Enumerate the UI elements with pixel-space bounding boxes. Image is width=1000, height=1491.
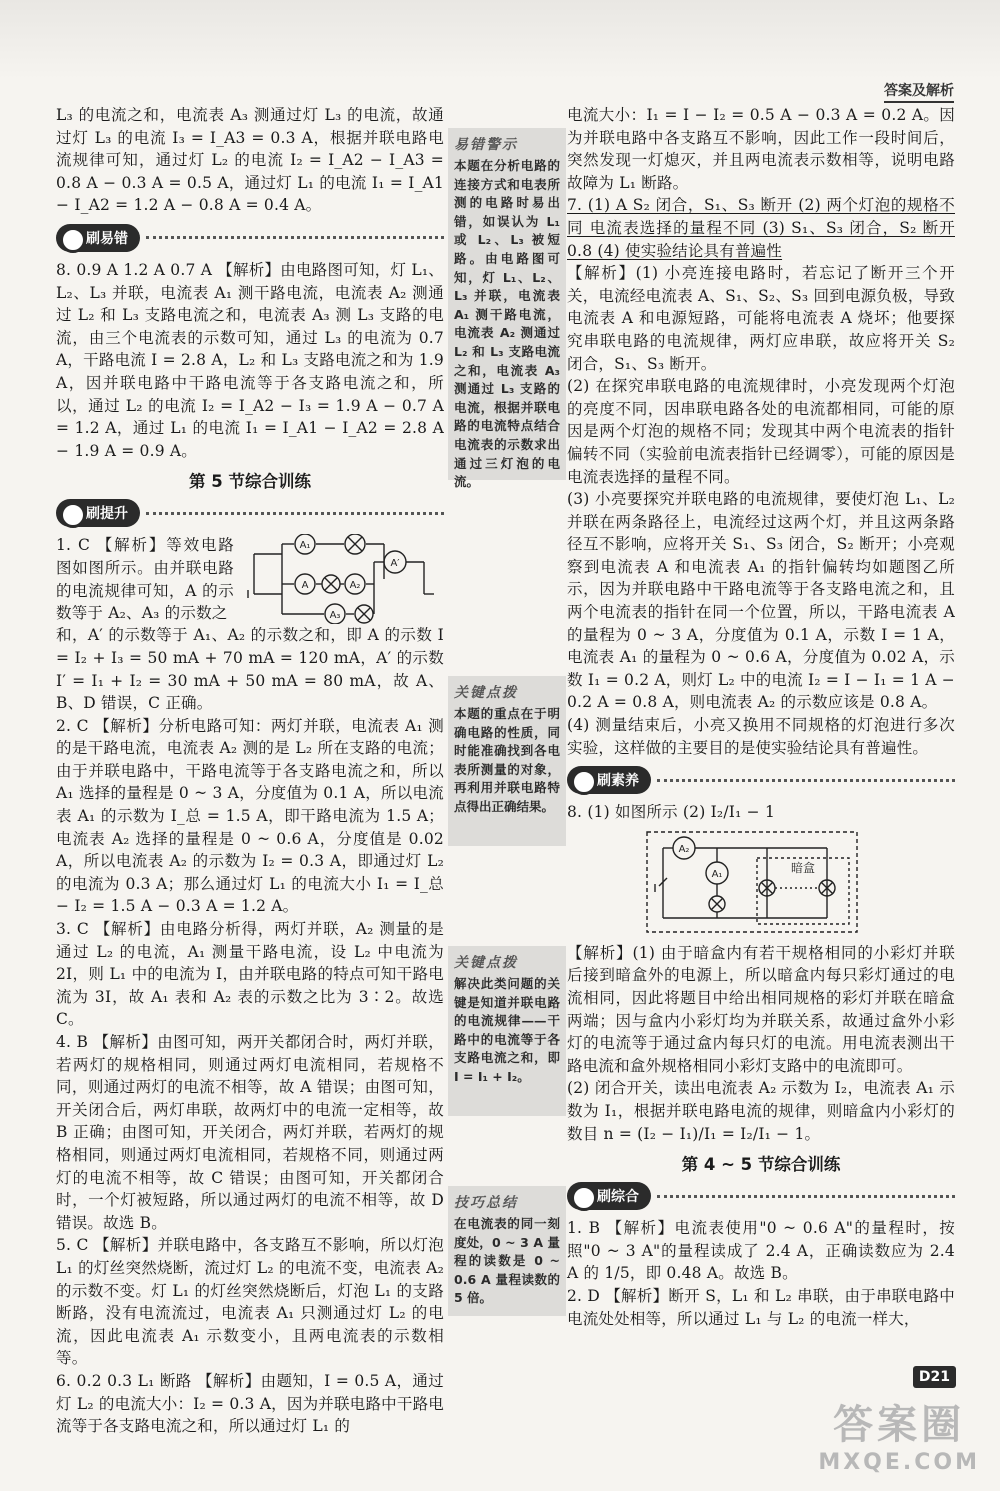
tip-box-jiqiao (448, 1186, 566, 1316)
question-8-part-1: 【解析】(1) 由于暗盒内有若干规格相同的小彩灯并联后接到暗盒外的电源上，所以暗盒内每只彩灯通过的电流相同，因此将题目中给出相同规格的彩灯并联在暗盒两端；因与盒内小彩灯均为并联关系，故通过盒外小彩灯的电流等于通过盒内每只灯的电流。用电流表测出干路电流和盒外规格相同小彩灯支路中的电流即可。 (567, 943, 955, 1075)
question-1-block (56, 534, 444, 624)
question-6: 6. 0.2 0.3 L₁ 断路 【解析】由题知，I = 0.5 A，通过灯 L₂ 的电流大小：I₂ = 0.3 A，因为并联电路中干路电流等于各支路电流之和，所以通过灯 L₁ 的 (56, 1371, 444, 1436)
page-header: 答案及解析 (884, 80, 954, 103)
banner-label: 刷素养 (567, 766, 651, 794)
ammeter-label: A₁ (711, 868, 723, 880)
watermark-url: MXQE.COM (818, 1450, 980, 1475)
section-title-4-5: 第 4 ~ 5 节综合训练 (681, 1155, 841, 1175)
left-column (56, 104, 444, 1438)
question-8-answer: 8. (1) 如图所示 (2) I₂/I₁ − 1 (567, 803, 776, 822)
ammeter-label: A (301, 580, 309, 592)
banner-suyang (567, 765, 955, 795)
ammeter-label: A′ (390, 558, 400, 570)
banner-zonghe (567, 1181, 955, 1211)
tip-text: 解决此类问题的关键是知道并联电路的电流规律——干路中的电流等于各支路电流之和，即 I = I₁ + I₂。 (454, 976, 560, 1084)
tip-box-guanjian-1 (448, 676, 566, 846)
circuit-diagram-2 (567, 828, 955, 938)
right-column (567, 104, 955, 1330)
intro-paragraph: L₃ 的电流之和，电流表 A₃ 测通过灯 L₃ 的电流，故通过灯 L₃ 的电流 I₃ = I_A3 = 0.3 A，根据并联电路电流规律可知，通过灯 L₂ 的电流 I₂ = I_A2 − I_A3 = 0.8 A − 0.3 A = 0.5 A，通过灯 L₁ 的电流 I₁ = I_A1 − I_A2 = 1.2 A − 0.8 A = 0.4 A。 (56, 106, 444, 215)
question-8-part-2: (2) 闭合开关，读出电流表 A₂ 示数为 I₂，电流表 A₁ 示数为 I₁，根据并联电路电流的规律，则暗盒内小彩灯的数目 n = (I₂ − I₁)/I₁ = I₂/I₁ − 1。 (567, 1079, 955, 1143)
dotted-divider (657, 1195, 955, 1198)
question-8-left: 8. 0.9 A 1.2 A 0.7 A 【解析】由电路图可知，灯 L₁、L₂、L₃ 并联，电流表 A₁ 测干路电流，电流表 A₂ 测通过 L₂ 和 L₃ 支路电流之和，电流表 A₃ 测 L₃ 支路的电流，由三个电流表的示数可知，通过 L₃ 的电流为 0.7 A，干路电流 I = 2.8 A，L₂ 和 L₃ 支路电流之和为 1.9 A，因并联电路中干路电流等于各支路电流之和，所以，通过 L₂ 的电流 I₂ = I_A2 − I₃ = 1.9 A − 0.7 A = 1.2 A，通过 L₁ 的电流 I₁ = I_A1 − I_A2 = 2.8 A − 1.9 A = 0.9 A。 (56, 260, 444, 460)
question-2-right: 2. D 【解析】断开 S，L₁ 和 L₂ 串联，由于串联电路中电流处处相等，所以通过 L₁ 与 L₂ 的电流一样大， (567, 1286, 955, 1328)
tip-text: 本题在分析电路的连接方式和电表所测的电路时易出错，如误认为 L₁ 或 L₂、L₃ 被短路。由电路图可知，灯 L₁、L₂、L₃ 并联，电流表 A₁ 测干路电流，电流表 A₂ 测通过 L₂ 和 L₃ 支路电流之和，电流表 A₃ 测通过 L₃ 支路的电流，根据并联电路的电流特点结合电流表的示数求出通过三灯泡的电流。 (454, 158, 560, 490)
question-1-right: 1. B 【解析】电流表使用"0 ~ 0.6 A"的量程时，按照"0 ~ 3 A"的量程读成了 2.4 A，正确读数应为 2.4 A 的 1/5，即 0.48 A。故选 B。 (567, 1219, 955, 1283)
question-6-continued: 电流大小：I₁ = I − I₂ = 0.5 A − 0.3 A = 0.2 A。因为并联电路中各支路互不影响，因此工作一段时间后，突然发现一灯熄灭，并且两电流表示数相等，说明电路故障为 L₁ 断路。 (567, 106, 955, 192)
dotted-divider (657, 779, 955, 782)
ammeter-label: A₁ (299, 540, 311, 552)
circuit-diagram-1 (244, 534, 444, 624)
question-3: 3. C 【解析】由电路分析得，两灯并联，A₂ 测量的是通过 L₂ 的电流，A₁ 测量干路电流，设 L₂ 中电流为 2I，则 L₁ 中的电流为 I，由并联电路的特点可知干路电流为 3I，故 A₁ 表和 A₂ 表的示数之比为 3∶2。故选 C。 (56, 920, 444, 1029)
dotted-divider (146, 512, 444, 515)
dotted-divider (146, 236, 444, 239)
dark-box-label: 暗盒 (790, 860, 816, 875)
question-2: 2. C 【解析】分析电路可知：两灯并联，电流表 A₁ 测的是干路电流，电流表 A₂ 测的是 L₂ 所在支路的电流；由于并联电路中，干路电流等于各支路电流之和，所以 A₁ 选择的量程是 0 ~ 3 A，分度值为 0.1 A，所以电流表 A₁ 的示数为 I_总 = 1.5 A，即干路电流为 1.5 A；电流表 A₂ 选择的量程是 0 ~ 0.6 A，分度值是 0.02 A，所以电流表 A₂ 的示数为 I₂ = 0.3 A，即通过灯 L₂ 的电流为 0.3 A；那么通过灯 L₁ 的电流大小 I₁ = I_总 − I₂ = 1.5 A − 0.3 A = 1.2 A。 (56, 716, 444, 916)
watermark-text: 答案圈 (833, 1402, 966, 1448)
question-7-part-2: (2) 在探究串联电路的电流规律时，小亮发现两个灯泡的亮度不同，因串联电路各处的电流都相同，可能的原因是两个灯泡的规格不同；发现其中两个电流表的指针偏转不同（实验前电流表指针已经调零），可能的原因是电流表选择的量程不同。 (567, 377, 955, 486)
question-7-answer: 7. (1) A S₂ 闭合，S₁、S₃ 断开 (2) 两个灯泡的规格不同 电流表选择的量程不同 (3) S₁、S₃ 闭合，S₂ 断开 0.8 (4) 使实验结论具有普遍性 (567, 196, 955, 260)
tip-box-yicuo (448, 128, 566, 490)
tip-heading: 技巧总结 (454, 1195, 518, 1211)
ammeter-label: A₂ (349, 580, 361, 592)
sidebar-column (448, 128, 566, 1316)
banner-tisheng (56, 498, 444, 528)
top-strip (0, 0, 1000, 80)
page-number: D21 (913, 1366, 956, 1388)
ammeter-label: A₃ (329, 610, 341, 622)
banner-label: 刷易错 (56, 224, 140, 252)
banner-label: 刷综合 (567, 1182, 651, 1210)
banner-yicuo (56, 223, 444, 253)
question-7-part-1: 【解析】(1) 小亮连接电路时，若忘记了断开三个开关，电流经电流表 A、S₁、S₂、S₃ 回到电源负极，导致电流表 A 和电源短路，可能将电流表 A 烧坏；他要探究串联电路的电流规律，两灯应串联，故应将开关 S₂ 闭合，S₁、S₃ 断开。 (567, 264, 955, 373)
section-title-5: 第 5 节综合训练 (189, 472, 311, 492)
tip-text: 本题的重点在于明确电路的性质，同时能准确找到各电表所测量的对象，再利用并联电路特点得出正确结果。 (454, 706, 560, 814)
tip-heading: 关键点拨 (454, 685, 518, 701)
question-5: 5. C 【解析】并联电路中，各支路互不影响，所以灯泡 L₁ 的灯丝突然烧断，流过灯 L₂ 的电流不变，电流表 A₂ 的示数不变。灯 L₁ 的灯丝突然烧断后，灯泡 L₁ 的支路断路，没有电流流过，电流表 A₁ 只测通过灯 L₂ 的电流，因此电流表 A₁ 示数变小，且两电流表的示数相等。 (56, 1236, 444, 1368)
tip-heading: 易错警示 (454, 137, 518, 153)
question-7-part-3: (3) 小亮要探究并联电路的电流规律，要使灯泡 L₁、L₂ 并联在两条路径上，电流经过这两个灯，并且这两条路径互不影响，应将开关 S₁、S₃ 闭合，S₂ 断开；小亮观察到电流表 A 和电流表 A₁ 的指针偏转均如题图乙所示，因为并联电路中干路电流等于各支路电流之和，且两个电流表的指针在同一个位置，所以，干路电流表 A 的量程为 0 ~ 3 A，分度值为 0.1 A，示数 I = 1 A，电流表 A₁ 的量程为 0 ~ 0.6 A，分度值为 0.02 A，示数 I₁ = 0.2 A，则灯 L₂ 中的电流 I₂ = I − I₁ = 1 A − 0.2 A = 0.8 A，则电流表 A₂ 的示数应该是 0.8 A。 (567, 490, 955, 712)
question-7-part-4: (4) 测量结束后，小亮又换用不同规格的灯泡进行多次实验，这样做的主要目的是使实验结论具有普遍性。 (567, 716, 955, 757)
question-4: 4. B 【解析】由图可知，两开关都闭合时，两灯并联，若两灯的规格相同，则通过两灯电流相同，若规格不同，则通过两灯的电流不相等，故 A 错误；由图可知，开关闭合后，两灯串联，故两灯中的电流一定相等，故 B 正确；由图可知，开关闭合，两灯并联，若两灯的规格相同，则通过两灯电流相同，若规格不同，则通过两灯的电流不相等，故 C 错误；由图可知，开关都闭合时，一个灯被短路，所以通过两灯的电流不相等，故 D 错误。故选 B。 (56, 1033, 444, 1232)
question-1-intro: 1. C 【解析】等效电路图如图所示。由并联电路的电流规律可知，A 的示数等于 A₂、A₃ 的示数之 (56, 536, 234, 623)
watermark-logo (818, 1393, 980, 1475)
banner-label: 刷提升 (56, 499, 140, 527)
tip-heading: 关键点拨 (454, 955, 518, 971)
question-1-rest: 和，A′ 的示数等于 A₁、A₂ 的示数之和，即 A 的示数 I = I₂ + I₃ = 50 mA + 70 mA = 120 mA，A′ 的示数 I′ = I₁ + I₂ = 30 mA + 50 mA = 80 mA，故 A、B、D 错误，C 正确。 (56, 626, 444, 713)
tip-text: 在电流表的同一刻度处，0 ~ 3 A 量程的读数是 0 ~ 0.6 A 量程读数的 5 倍。 (454, 1216, 560, 1306)
tip-box-guanjian-2 (448, 946, 566, 1116)
ammeter-label: A₂ (678, 843, 690, 855)
